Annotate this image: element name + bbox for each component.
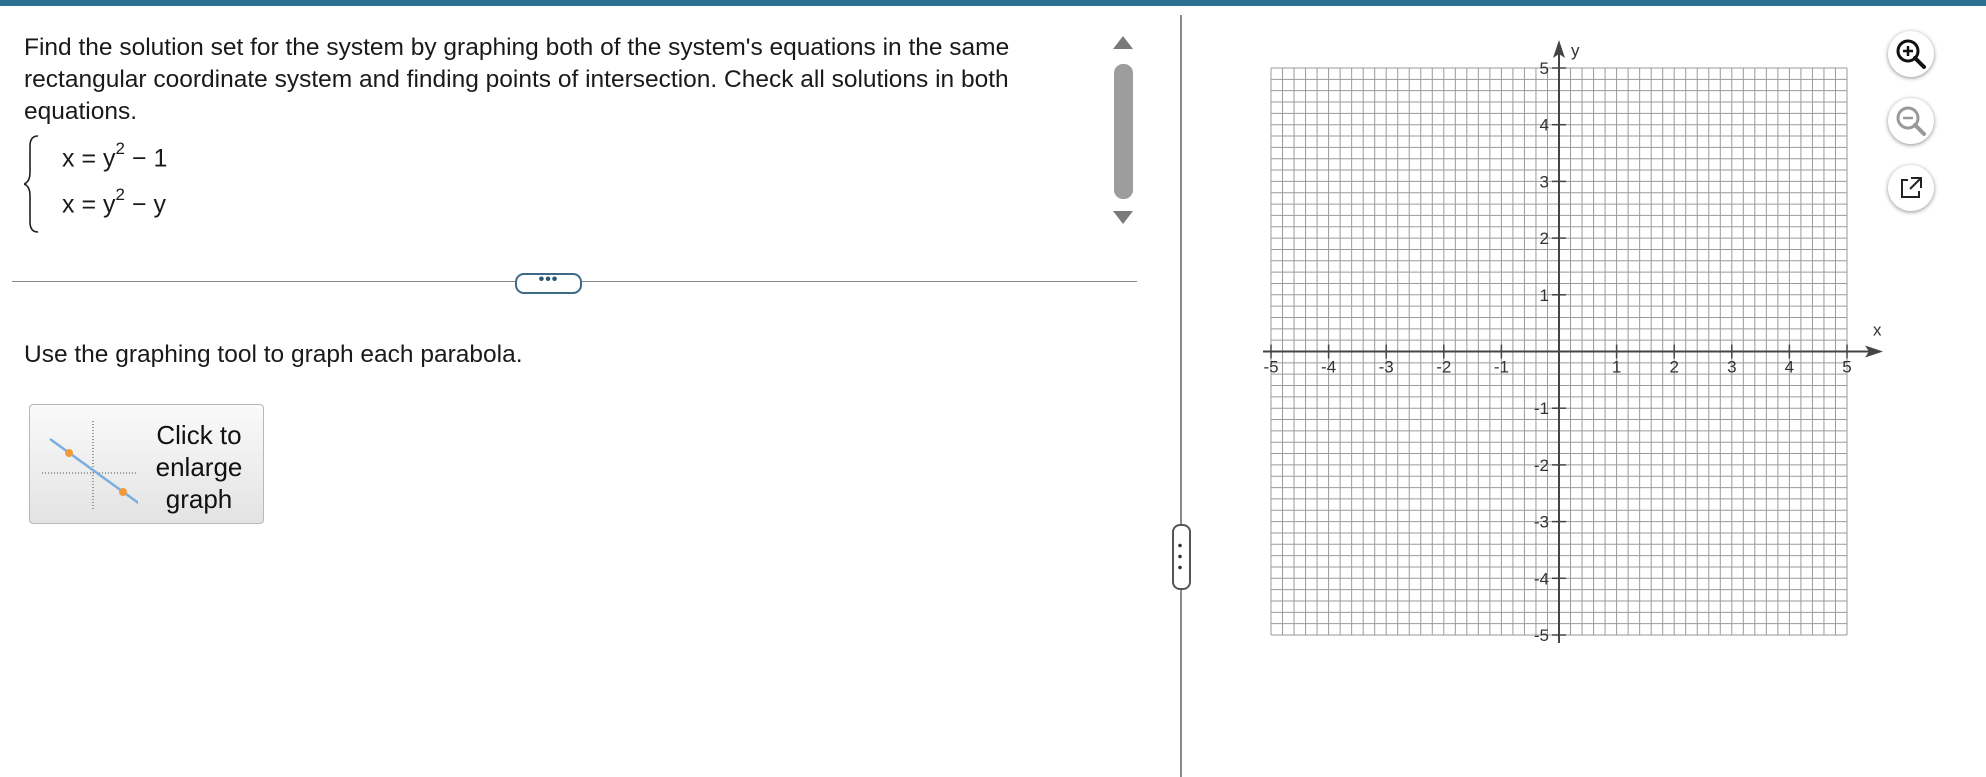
scroll-down-arrow-icon[interactable]: [1113, 211, 1133, 224]
enlarge-graph-label: Click to enlarge graph: [155, 420, 243, 514]
y-tick-label: -2: [1533, 455, 1549, 475]
popout-icon: [1888, 165, 1934, 211]
x-tick-label: -3: [1378, 357, 1394, 377]
enlarge-graph-button[interactable]: [29, 404, 264, 524]
splitter-grip-icon: [1178, 540, 1182, 572]
coordinate-graph[interactable]: [1240, 25, 1890, 655]
y-tick-label: 3: [1539, 172, 1549, 192]
instruction-text: Use the graphing tool to graph each parabola.: [24, 341, 523, 368]
x-tick-label: 2: [1669, 357, 1679, 377]
x-tick-label: -5: [1263, 357, 1279, 377]
graph-thumbnail-icon: [38, 413, 138, 513]
x-tick-label: 5: [1842, 357, 1852, 377]
x-tick-label: 4: [1784, 357, 1795, 377]
y-tick-label: 5: [1539, 59, 1549, 78]
pane-splitter[interactable]: [1180, 15, 1182, 777]
x-tick-label: 3: [1727, 357, 1737, 377]
axes: [1263, 40, 1883, 643]
scrollbar-thumb[interactable]: [1114, 64, 1133, 199]
zoom-out-button[interactable]: [1888, 98, 1934, 144]
question-text: Find the solution set for the system by graphing both of the system's equations in the same rectangular coordinate system and finding points of intersection. Check all solutions in both equations.: [24, 34, 1010, 125]
equation-1: $x = y^2 - 1$: [62, 139, 168, 173]
scroll-up-arrow-icon[interactable]: [1113, 36, 1133, 49]
x-tick-label: -1: [1493, 357, 1509, 377]
y-axis-label: y: [1571, 41, 1580, 60]
x-axis-label: x: [1873, 320, 1882, 340]
y-tick-label: -1: [1533, 399, 1549, 419]
x-tick-label: -2: [1436, 357, 1452, 377]
y-tick-label: 2: [1539, 229, 1549, 249]
y-tick-label: -5: [1533, 626, 1549, 645]
popout-button[interactable]: [1888, 165, 1934, 211]
x-tick-label: -4: [1321, 357, 1337, 377]
equation-2: $x = y^2 - y$: [62, 185, 166, 219]
expand-question-button[interactable]: •••: [515, 273, 582, 294]
equation-system: [24, 134, 324, 234]
x-tick-label: 1: [1611, 357, 1622, 377]
zoom-in-button[interactable]: [1888, 31, 1934, 77]
y-tick-label: -3: [1533, 512, 1549, 532]
question-pane: [0, 6, 1140, 777]
y-tick-label: 1: [1539, 285, 1549, 305]
y-tick-label: -4: [1533, 569, 1549, 589]
left-brace-icon: [24, 134, 60, 234]
zoom-out-icon: [1888, 98, 1934, 144]
y-tick-label: 4: [1539, 115, 1549, 135]
zoom-in-icon: [1888, 31, 1934, 77]
